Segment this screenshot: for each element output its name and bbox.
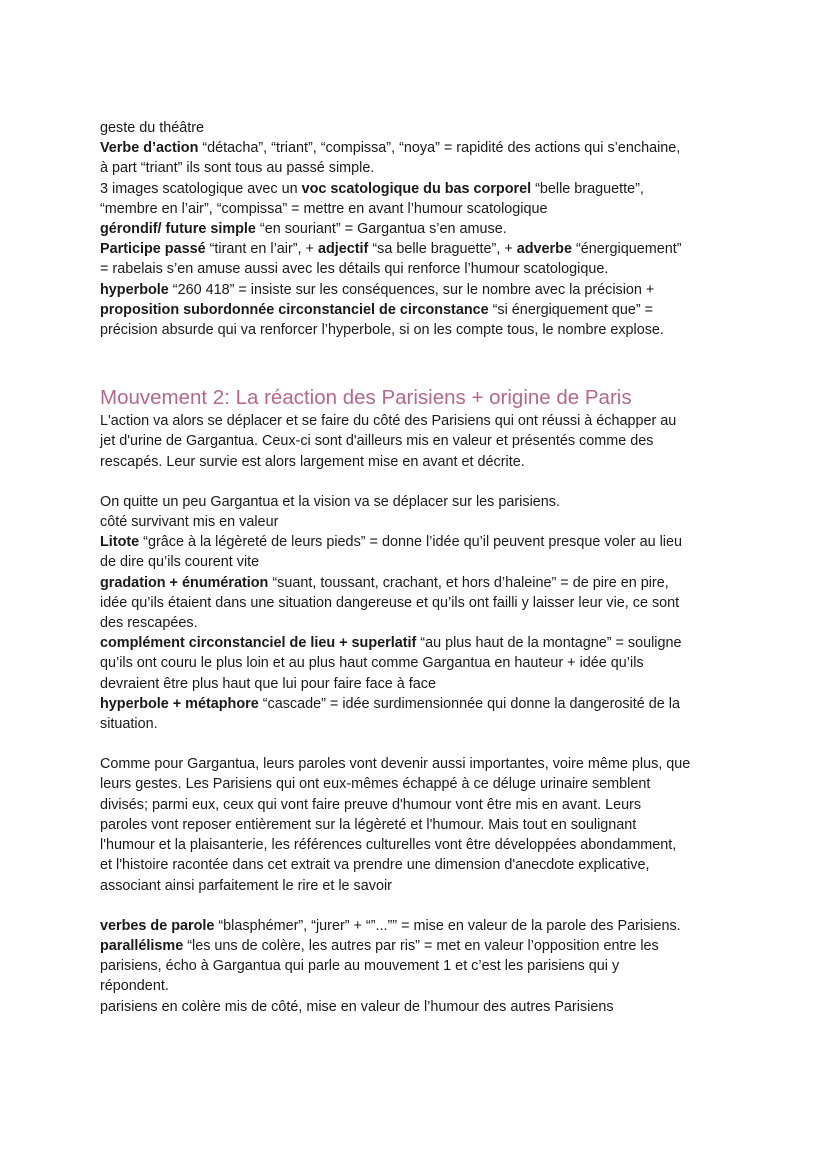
bold-term: gradation + énumération (100, 574, 269, 591)
text-line (100, 754, 740, 774)
text-line (100, 411, 740, 431)
bold-term: hyperbole + métaphore (100, 695, 259, 712)
text-segment: “tirant en l’air”, + (205, 241, 318, 258)
text-line (100, 512, 740, 532)
spacer (100, 896, 740, 916)
text-segment: geste du théâtre (100, 120, 205, 136)
text-line (100, 532, 740, 552)
section-heading: Mouvement 2: La réaction des Parisiens + origine de Paris (100, 386, 632, 410)
text-line (100, 795, 740, 815)
text-segment: répondent. (100, 978, 169, 995)
text-line (100, 997, 740, 1017)
block-movement2-intro (100, 411, 740, 472)
text-segment: “belle braguette”, (531, 180, 644, 197)
text-segment: “au plus haut de la montagne” = souligne (416, 635, 682, 652)
text-segment: jet d'urine de Gargantua. Ceux-ci sont d'ailleurs mis en valeur et présentés comme des (100, 433, 654, 450)
text-segment: parisiens en colère mis de côté, mise en valeur de l’humour des autres Parisiens (100, 998, 614, 1015)
text-segment: “sa belle braguette”, + (368, 241, 517, 258)
text-segment: rescapés. Leur survie est alors largement mise en avant et décrite. (100, 453, 525, 470)
text-segment: “blasphémer”, “jurer” + “”...”” = mise en valeur de la parole des Parisiens. (214, 917, 681, 934)
bold-term: adjectif (317, 241, 369, 258)
spacer (100, 340, 740, 385)
text-segment: Comme pour Gargantua, leurs paroles vont devenir aussi importantes, voire même plus, que (100, 756, 691, 773)
spacer (100, 472, 740, 492)
text-segment: = rabelais s’en amuse aussi avec les détails qui renforce l’humour scatologique. (100, 261, 609, 278)
text-segment: précision absurde qui va renforcer l’hyperbole, si on les compte tous, le nombre explose. (100, 322, 664, 339)
text-segment: “membre en l’air”, “compissa” = mettre en avant l’humour scatologique (100, 200, 548, 217)
bold-term: adverbe (516, 241, 572, 258)
bold-term: complément circonstanciel de lieu + superlatif (100, 635, 417, 652)
text-line (100, 259, 740, 279)
bold-term: voc scatologique du bas corporel (301, 180, 532, 197)
bold-term: proposition subordonnée circonstanciel de circonstance (100, 301, 489, 318)
spacer (100, 734, 740, 754)
text-line (100, 593, 740, 613)
text-line (100, 431, 740, 451)
text-line (100, 300, 740, 320)
bold-term: parallélisme (100, 937, 184, 954)
text-segment: “grâce à la légèreté de leurs pieds” = donne l’idée qu’il peuvent presque voler au lieu (139, 534, 682, 551)
bold-term: verbes de parole (100, 917, 215, 934)
text-line (100, 815, 740, 835)
text-segment: L'action va alors se déplacer et se faire du côté des Parisiens qui ont réussi à échapper au (100, 413, 677, 430)
block-movement1-analysis (100, 118, 740, 340)
text-line (100, 653, 740, 673)
text-line (100, 320, 740, 340)
block-speech-analysis (100, 916, 740, 1017)
text-line (100, 138, 740, 158)
document-content (100, 118, 740, 1017)
text-segment: “suant, toussant, crachant, et hors d’haleine” = de pire en pire, (268, 574, 669, 591)
text-line (100, 552, 740, 572)
text-line (100, 613, 740, 633)
text-line (100, 633, 740, 653)
text-segment: “énergiquement” (571, 241, 682, 258)
bold-term: Participe passé (100, 241, 206, 258)
text-segment: l'humour et la plaisanterie, les références culturelles vont être développées abondamment, (100, 837, 677, 854)
text-segment: “en souriant” = Gargantua s’en amuse. (255, 221, 507, 238)
text-segment: devraient être plus haut que lui pour faire face à face (100, 675, 436, 692)
text-segment: “détacha”, “triant”, “compissa”, “noya” = rapidité des actions qui s’enchaine, (198, 140, 681, 157)
text-line (100, 158, 740, 178)
text-line (100, 492, 740, 512)
bold-term: Verbe d’action (100, 140, 199, 157)
text-segment: On quitte un peu Gargantua et la vision va se déplacer sur les parisiens. (100, 493, 560, 510)
text-line (100, 239, 740, 259)
text-segment: des rescapées. (100, 615, 198, 632)
text-segment: parisiens, écho à Gargantua qui parle au mouvement 1 et c’est les parisiens qui y (100, 958, 620, 975)
bold-term: gérondif/ future simple (100, 221, 256, 238)
text-line (100, 916, 740, 936)
block-survivors-analysis (100, 492, 740, 734)
text-segment: “si énergiquement que” = (488, 301, 654, 318)
text-line (100, 976, 740, 996)
text-segment: et l'histoire racontée dans cet extrait va prendre une dimension d'anecdote explicative, (100, 857, 650, 874)
text-segment: côté survivant mis en valeur (100, 514, 279, 531)
text-line (100, 956, 740, 976)
text-line (100, 774, 740, 794)
text-line (100, 855, 740, 875)
text-segment: associant ainsi parfaitement le rire et le savoir (100, 877, 392, 894)
text-segment: “260 418” = insiste sur les conséquences, sur le nombre avec la précision + (168, 281, 655, 298)
text-line (100, 179, 740, 199)
text-line (100, 452, 740, 472)
text-line (100, 936, 740, 956)
text-line (100, 714, 740, 734)
text-segment: divisés; parmi eux, ceux qui vont faire preuve d'humour vont être mis en avant. Leurs (100, 796, 642, 813)
text-line (100, 199, 740, 219)
text-line (100, 876, 740, 896)
text-line (100, 835, 740, 855)
text-line (100, 573, 740, 593)
text-line (100, 674, 740, 694)
bold-term: hyperbole (100, 281, 169, 298)
text-segment: leurs gestes. Les Parisiens qui ont eux-mêmes échappé à ce déluge urinaire semblent (100, 776, 651, 793)
text-segment: “les uns de colère, les autres par ris” = met en valeur l’opposition entre les (183, 937, 659, 954)
text-segment: situation. (100, 716, 158, 733)
text-line (100, 219, 740, 239)
text-segment: 3 images scatologique avec un (100, 180, 302, 197)
text-segment: “cascade” = idée surdimensionnée qui donne la dangerosité de la (258, 695, 680, 712)
text-line (100, 280, 740, 300)
text-segment: qu’ils ont couru le plus loin et au plus haut comme Gargantua en hauteur + idée qu’ils (100, 655, 644, 672)
block-speech-intro (100, 754, 740, 895)
bold-term: Litote (100, 534, 140, 551)
text-segment: de dire qu’ils courent vite (100, 554, 260, 571)
text-segment: paroles vont reposer entièrement sur la légèreté et l'humour. Mais tout en soulignant (100, 816, 637, 833)
text-line (100, 694, 740, 714)
text-line (100, 118, 740, 138)
text-segment: idée qu’ils étaient dans une situation dangereuse et qu’ils ont failli y laisser leur vie, ce sont (100, 594, 680, 611)
text-segment: à part “triant” ils sont tous au passé simple. (100, 160, 375, 177)
